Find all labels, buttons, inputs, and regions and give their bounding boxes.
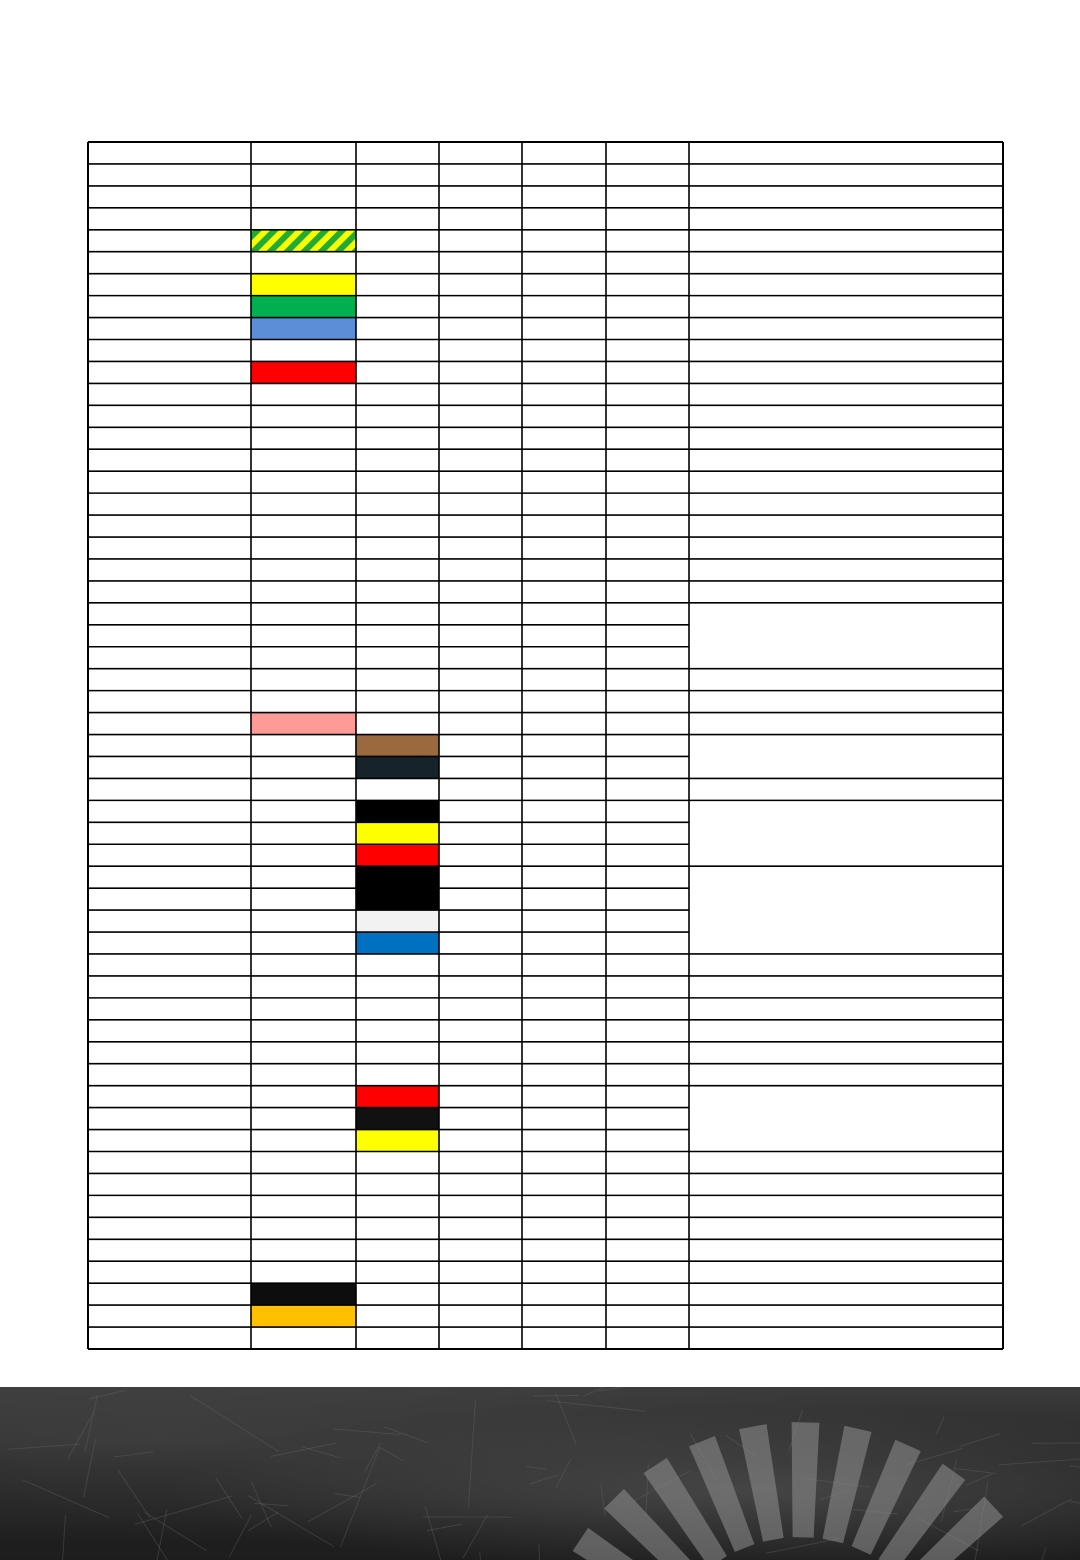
color-swatch-pink xyxy=(251,713,356,735)
color-swatch-blue xyxy=(356,932,439,954)
color-swatch-yellow xyxy=(356,1130,439,1152)
radiating-bars-logo xyxy=(573,1422,1004,1560)
color-swatch-black xyxy=(356,866,439,888)
color-swatch-yellow xyxy=(251,274,356,296)
color-swatch-amber xyxy=(251,1305,356,1327)
color-swatch-red xyxy=(356,844,439,866)
color-swatch-yellow xyxy=(356,822,439,844)
color-swatch-black xyxy=(356,888,439,910)
footer-texture xyxy=(0,1387,1080,1560)
color-swatch-black xyxy=(356,800,439,822)
color-swatch-black xyxy=(356,1108,439,1130)
color-swatch-green-yellow-stripe xyxy=(251,230,356,252)
logo-bar xyxy=(792,1422,820,1537)
footer-banner xyxy=(0,1387,1080,1560)
color-swatch-black xyxy=(251,1283,356,1305)
color-swatch-dark-navy xyxy=(356,756,439,778)
color-swatch-white xyxy=(356,910,439,932)
color-swatch-brown xyxy=(356,735,439,757)
color-swatch-red xyxy=(251,361,356,383)
color-swatch-green xyxy=(251,296,356,318)
color-swatch-red xyxy=(356,1086,439,1108)
color-swatch-blue xyxy=(251,318,356,340)
